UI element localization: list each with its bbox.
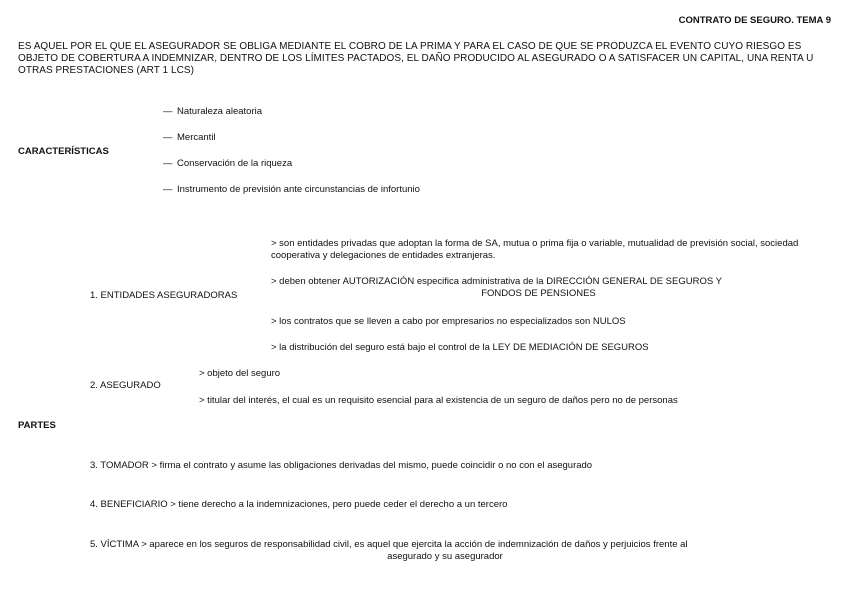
caracteristica-item — [163, 184, 420, 195]
entidades-point: > son entidades privadas que adoptan la forma de SA, mutua o prima fija o variable, mutualidad de previsión social, sociedad cooperativa y delegaciones de entidades extranjeras. — [271, 238, 799, 261]
tomador-line: 3. TOMADOR > firma el contrato y asume las obligaciones derivadas del mismo, puede coincidir o no con el asegurado — [90, 460, 593, 471]
victima-line-continuation: asegurado y su asegurador — [387, 551, 503, 562]
dash-bullet: — — [163, 184, 173, 195]
victima-block — [90, 539, 800, 563]
asegurado-point: > titular del interés, el cual es un requisito esencial para al existencia de un seguro de daños pero no de personas — [199, 395, 678, 406]
dash-bullet: — — [163, 158, 173, 169]
entidades-point — [271, 276, 806, 300]
entidades-point: > los contratos que se lleven a cabo por empresarios no especializados son NULOS — [271, 316, 626, 327]
victima-line: 5. VÍCTIMA > aparece en los seguros de responsabilidad civil, es aquel que ejercita la acción de indemnización de daños y perjuicios frente al — [90, 539, 688, 550]
entidades-point: > la distribución del seguro está bajo el control de la LEY DE MEDIACIÓN DE SEGUROS — [271, 342, 649, 353]
caracteristica-text: Mercantil — [177, 132, 216, 143]
partes-heading: PARTES — [18, 420, 56, 431]
asegurado-label: 2. ASEGURADO — [90, 380, 161, 391]
definition-paragraph: ES AQUEL POR EL QUE EL ASEGURADOR SE OBLIGA MEDIANTE EL COBRO DE LA PRIMA Y PARA EL CASO DE QUE SE PRODUZCA EL EVENTO CUYO RIESGO ES OBJETO DE COBERTURA A INDEMNIZAR, DENTRO DE LOS LÍMITES PACTADOS, EL DAÑO PRODUCIDO AL ASEGURADO O A SATISFACER UN CAPITAL, UNA RENTA U OTRAS PRESTACIONES (ART 1 LCS) — [18, 41, 814, 76]
caracteristica-item — [163, 106, 262, 117]
caracteristica-text: Naturaleza aleatoria — [177, 106, 263, 117]
caracteristica-text: Conservación de la riqueza — [177, 158, 293, 169]
caracteristica-item — [163, 132, 216, 143]
caracteristica-item — [163, 158, 292, 169]
document-title: CONTRATO DE SEGURO. TEMA 9 — [678, 15, 831, 26]
entidades-point-continuation: FONDOS DE PENSIONES — [481, 288, 596, 299]
caracteristicas-heading: CARACTERÍSTICAS — [18, 146, 109, 157]
entidades-label: 1. ENTIDADES ASEGURADORAS — [90, 290, 238, 301]
caracteristica-text: Instrumento de previsión ante circunstancias de infortunio — [177, 184, 420, 195]
asegurado-point: > objeto del seguro — [199, 368, 281, 379]
dash-bullet: — — [163, 132, 173, 143]
dash-bullet: — — [163, 106, 173, 117]
beneficiario-line: 4. BENEFICIARIO > tiene derecho a la indemnizaciones, pero puede ceder el derecho a un tercero — [90, 499, 508, 510]
entidades-point-text: > deben obtener AUTORIZACIÓN especifica administrativa de la DIRECCIÓN GENERAL DE SEGUROS Y — [271, 276, 722, 287]
